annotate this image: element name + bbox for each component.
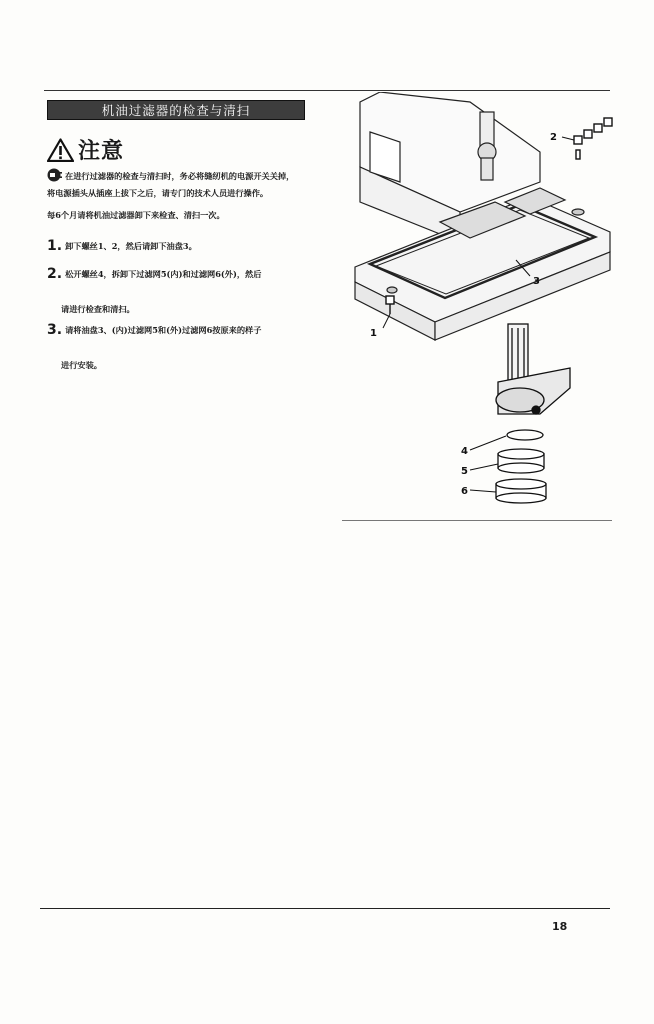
step-text-continued: 进行安装。 — [61, 360, 102, 370]
warning-triangle-icon — [47, 138, 74, 162]
callout-5: 5 — [461, 466, 468, 477]
filter-assembly-illustration — [496, 324, 570, 503]
step-text-continued: 请进行检查和清扫。 — [61, 304, 135, 314]
page-number: 18 — [552, 920, 568, 933]
section-title: 机油过滤器的检查与清扫 — [47, 100, 305, 120]
step-text: 卸下螺丝1、2，然后请卸下油盘3。 — [65, 241, 197, 251]
top-rule — [44, 90, 610, 91]
caution-text-2: 将电源插头从插座上拔下之后，请专门的技术人员进行操作。 — [47, 188, 269, 198]
step-number: 2. — [47, 266, 63, 282]
callout-4: 4 — [461, 446, 468, 457]
diagram-bottom-rule — [342, 520, 612, 521]
step-number: 1. — [47, 238, 63, 254]
caution-notice — [47, 168, 337, 202]
power-plug-icon — [47, 168, 63, 182]
caution-header — [47, 134, 124, 165]
callout-3: 3 — [533, 276, 540, 287]
footer-rule — [40, 908, 610, 909]
caution-title: 注意 — [78, 139, 125, 164]
caution-text-1: 在进行过滤器的检查与清扫时，务必将缝纫机的电源开关关掉， — [65, 171, 295, 181]
callout-2: 2 — [550, 132, 557, 143]
step-2 — [47, 266, 261, 315]
callout-1: 1 — [370, 328, 377, 339]
step-text: 请将油盘3、(内)过滤网5和(外)过滤网6按原来的样子 — [65, 325, 262, 335]
inspection-interval: 每6个月请将机油过滤器卸下来检查、清扫一次。 — [47, 210, 225, 220]
step-3 — [47, 322, 261, 371]
callout-6: 6 — [461, 486, 468, 497]
step-text: 松开螺丝4，拆卸下过滤网5(内)和过滤网6(外)，然后 — [65, 269, 262, 279]
step-1 — [47, 238, 197, 254]
caution-line-1 — [47, 168, 337, 185]
step-number: 3. — [47, 322, 63, 338]
oil-filter-diagram — [340, 92, 622, 518]
